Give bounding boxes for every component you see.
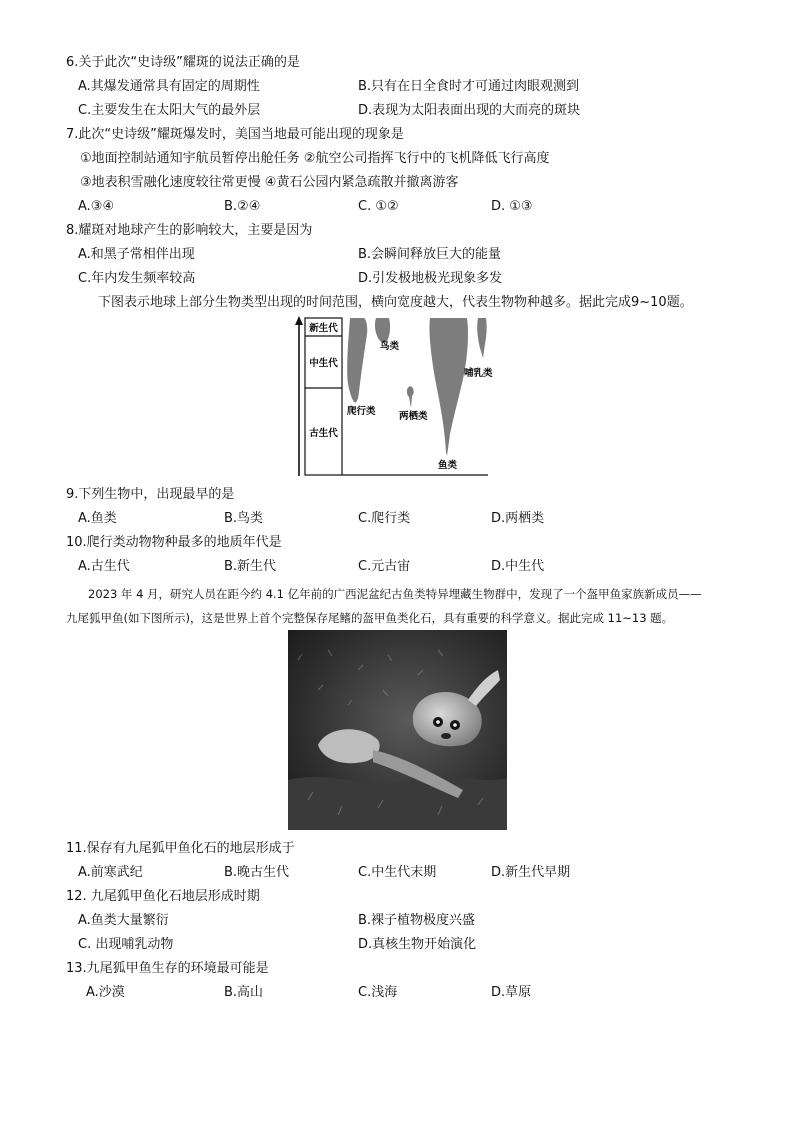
intro-11-13-line-1: 2023 年 4 月，研究人员在距今约 4.1 亿年前的广西泥盆纪古鱼类特异埋藏生物群中，发现了一个盔甲鱼家族新成员—— (88, 587, 702, 601)
q8-option-c: C.年内发生频率较高 (78, 271, 196, 286)
q10-stem: 10.爬行类动物物种最多的地质年代是 (66, 535, 282, 550)
q6-option-c: C.主要发生在太阳大气的最外层 (78, 103, 261, 118)
fossil-fish-illustration (288, 630, 507, 830)
q12-stem: 12. 九尾狐甲鱼化石地层形成时期 (66, 889, 260, 904)
q6-option-b: B.只有在日全食时才可通过肉眼观测到 (358, 79, 580, 94)
q13-stem: 13.九尾狐甲鱼生存的环境最可能是 (66, 961, 269, 976)
q12-option-b: B.裸子植物极度兴盛 (358, 913, 476, 928)
evolution-diagram (292, 314, 502, 480)
q9-option-d: D.两栖类 (491, 511, 545, 526)
q7-item-line-2: ③地表积雪融化速度较往常更慢 ④黄石公园内紧急疏散并撤离游客 (80, 175, 459, 190)
era-label-mesozoic: 中生代 (309, 358, 338, 369)
q7-stem: 7.此次“史诗级”耀斑爆发时，美国当地最可能出现的现象是 (66, 127, 404, 142)
q12-option-a: A.鱼类大量繁衍 (78, 913, 169, 928)
q11-option-d: D.新生代早期 (491, 865, 571, 880)
q7-item-line-1: ①地面控制站通知宇航员暂停出舱任务 ②航空公司指挥飞行中的飞机降低飞行高度 (80, 151, 550, 166)
label-fish: 鱼类 (438, 460, 458, 471)
q10-option-d: D.中生代 (491, 559, 545, 574)
q13-option-a: A.沙漠 (86, 985, 125, 1000)
q13-option-c: C.浅海 (358, 985, 398, 1000)
q9-option-b: B.鸟类 (224, 511, 264, 526)
q11-option-c: C.中生代末期 (358, 865, 437, 880)
q7-option-a: A.③④ (78, 199, 115, 214)
q7-option-b: B.②④ (224, 199, 261, 214)
q8-option-a: A.和黑子常相伴出现 (78, 247, 195, 262)
mammal-shape (477, 318, 486, 358)
q11-option-a: A.前寒武纪 (78, 865, 143, 880)
q6-option-d: D.表现为太阳表面出现的大而亮的斑块 (358, 103, 581, 118)
q10-option-c: C.元古宙 (358, 559, 411, 574)
label-bird: 鸟类 (380, 341, 400, 352)
era-label-paleozoic: 古生代 (309, 428, 338, 439)
label-amphibian: 两栖类 (399, 411, 428, 422)
q9-stem: 9.下列生物中，出现最早的是 (66, 487, 235, 502)
q12-option-c: C. 出现哺乳动物 (78, 937, 174, 952)
q13-option-b: B.高山 (224, 985, 264, 1000)
q9-option-a: A.鱼类 (78, 511, 117, 526)
q12-option-d: D.真核生物开始演化 (358, 937, 477, 952)
q6-stem: 6.关于此次“史诗级”耀斑的说法正确的是 (66, 55, 300, 70)
q10-option-b: B.新生代 (224, 559, 277, 574)
label-reptile: 爬行类 (347, 406, 376, 417)
q13-option-d: D.草原 (491, 985, 532, 1000)
bird-shape (375, 318, 390, 342)
q8-option-b: B.会瞬间释放巨大的能量 (358, 247, 502, 262)
q11-stem: 11.保存有九尾狐甲鱼化石的地层形成于 (66, 841, 295, 856)
label-mammal: 哺乳类 (464, 368, 493, 379)
q9-option-c: C.爬行类 (358, 511, 411, 526)
q11-option-b: B.晚古生代 (224, 865, 290, 880)
intro-9-10: 下图表示地球上部分生物类型出现的时间范围，横向宽度越大，代表生物物种越多。据此完成9~10题。 (98, 295, 693, 310)
reptile-shape (347, 318, 367, 403)
q7-option-c: C. ①② (358, 199, 399, 214)
era-label-cenozoic: 新生代 (309, 323, 338, 334)
q7-option-d: D. ①③ (491, 199, 533, 214)
q6-option-a: A.其爆发通常具有固定的周期性 (78, 79, 260, 94)
q8-option-d: D.引发极地极光现象多发 (358, 271, 503, 286)
amphibian-shape (407, 386, 414, 408)
intro-11-13-line-2: 九尾狐甲鱼(如下图所示)，这是世界上首个完整保存尾鳍的盔甲鱼类化石，具有重要的科学意义。据此完成 11~13 题。 (66, 611, 674, 625)
fish-shape (429, 318, 468, 456)
q8-stem: 8.耀斑对地球产生的影响较大，主要是因为 (66, 223, 313, 238)
q10-option-a: A.古生代 (78, 559, 130, 574)
